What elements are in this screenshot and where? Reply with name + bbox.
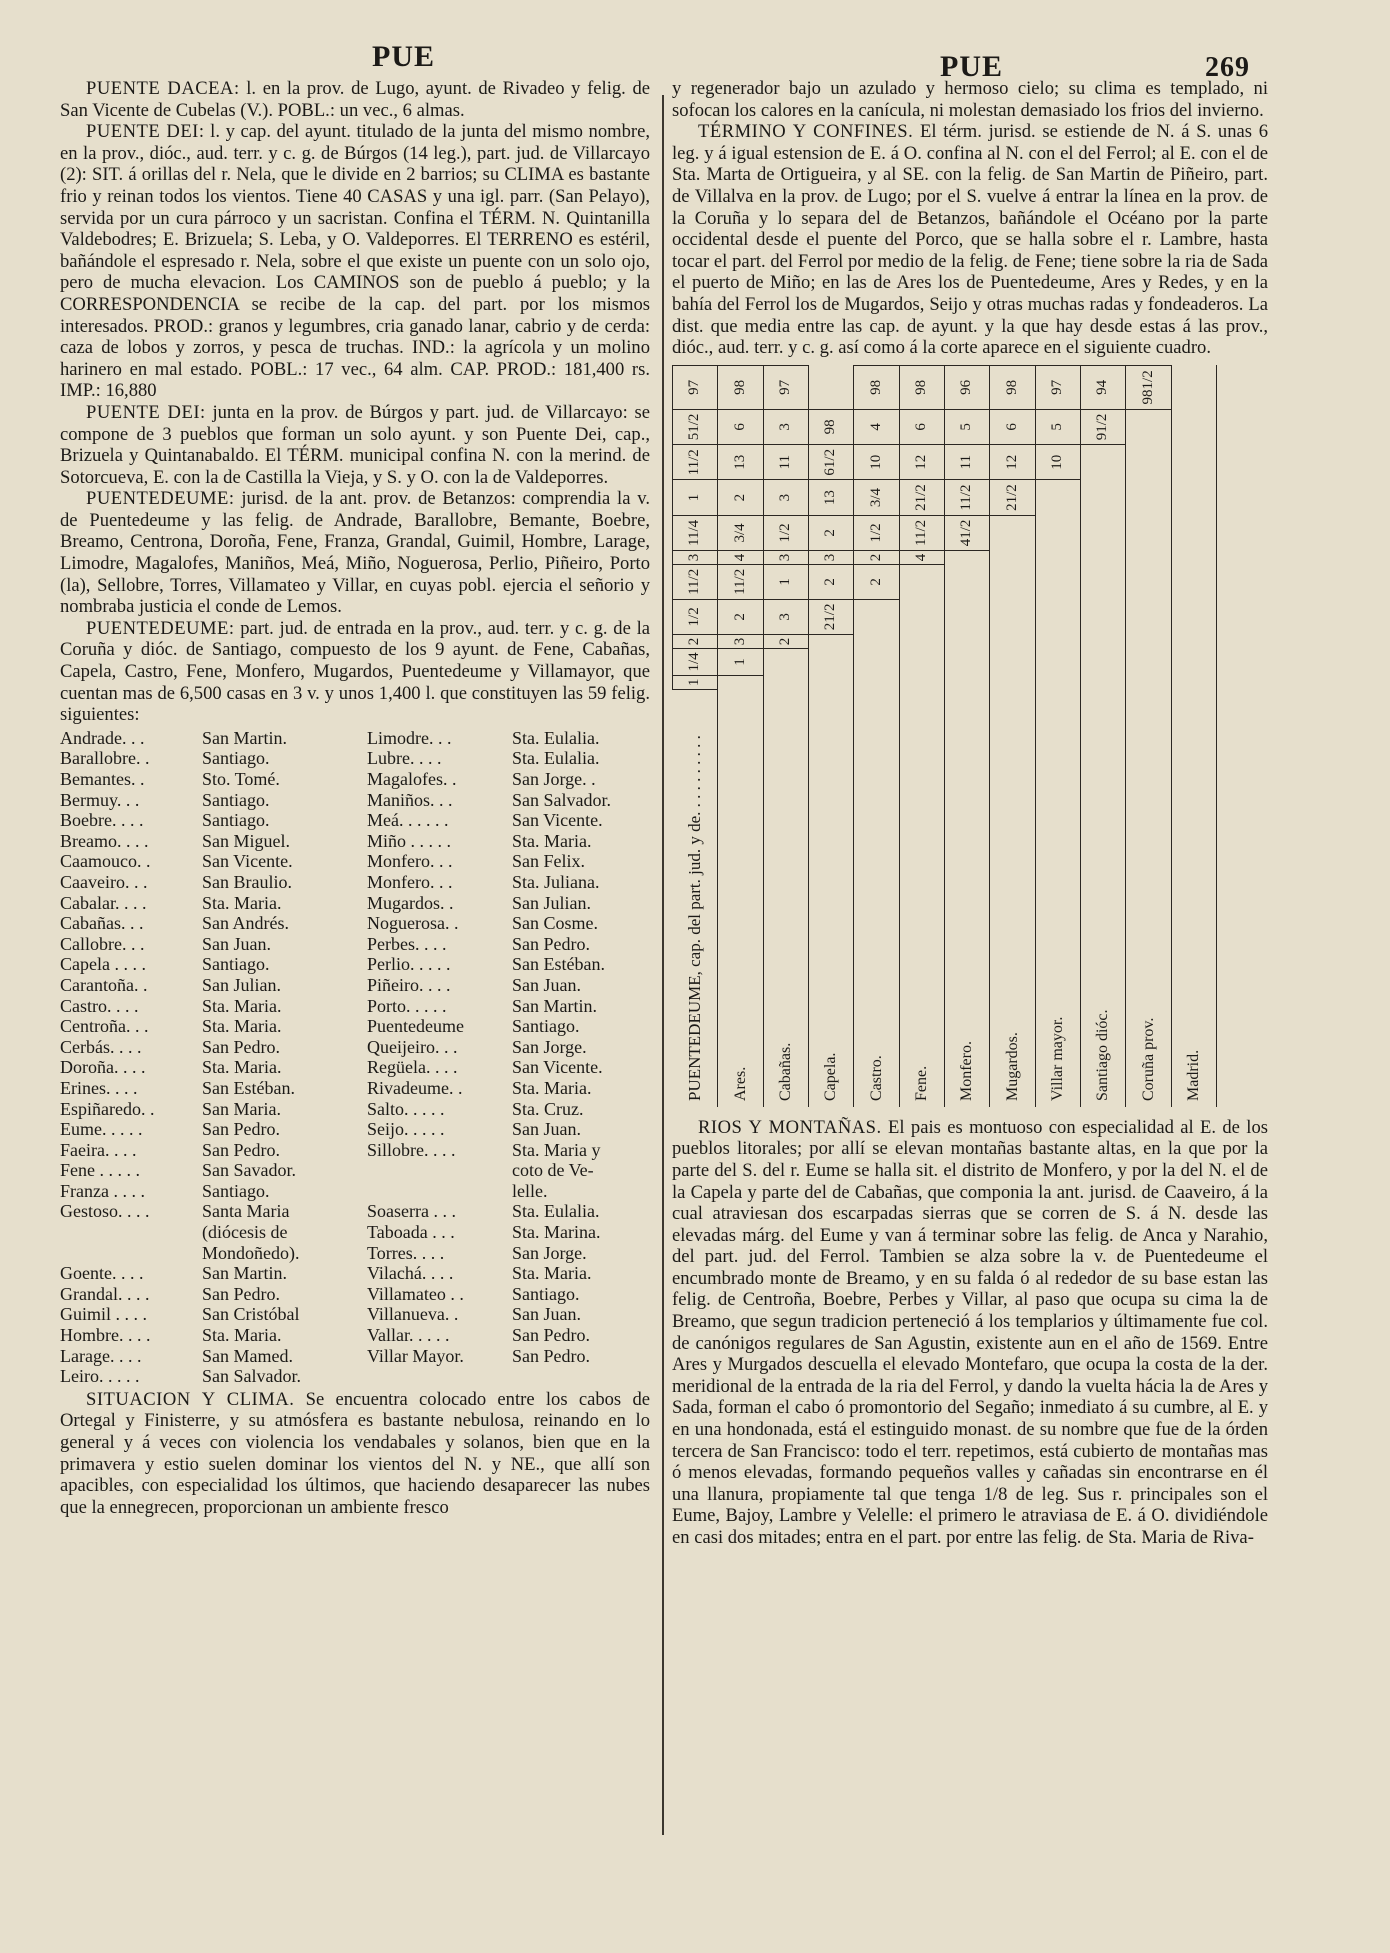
parish-name: Meá. . . . . . (367, 810, 449, 831)
distance-value: 1/2 (673, 599, 718, 634)
patron-saint: (diócesis de (202, 1222, 288, 1243)
parish-name (367, 1366, 512, 1387)
distance-table (672, 365, 1217, 1107)
distance-value: 97 (1035, 365, 1080, 409)
distance-value: 11/2 (718, 564, 763, 599)
patron-saint: San Pedro. (202, 1283, 280, 1304)
distance-value: 98 (808, 409, 853, 444)
patron-saint: San Jorge. (512, 1036, 587, 1057)
parish-name: Maniños. . . (367, 789, 453, 810)
distance-value: 1/2 (763, 515, 808, 550)
parish-name (367, 1181, 512, 1202)
entry-text: part. jud. de entrada en la prov., aud. terr. y c. g. de la Coruña y dióc. de Santiago, compuesto de los 9 ayunt. de Fene, Cabañas, Capela, Castro, Fene, Monfero, Mugardos, Puentedeume y Villamayor, que cuentan mas de 6,500 casas en 3 v. y unos 1,400 l. que constituyen las 59 felig. siguientes: (60, 617, 650, 726)
parish-name: Piñeiro. . . . (367, 974, 451, 995)
distance-value: 3 (763, 599, 808, 634)
distance-value: 6 (718, 409, 763, 444)
parish-name: Caamouco. . (60, 851, 151, 872)
patron-saint: San Martin. (202, 727, 287, 748)
distance-value: 6 (899, 409, 944, 444)
distance-value: 1/2 (854, 515, 899, 550)
patron-saint: San Jorge. (512, 1242, 587, 1263)
distance-value: 11 (763, 444, 808, 479)
patron-saint: Sta. Cruz. (512, 1098, 584, 1119)
parish-name: Boebre. . . . (60, 810, 144, 831)
felig-row (60, 1263, 650, 1284)
patron-saint: Sta. Eulalia. (512, 1201, 600, 1222)
patron-saint: San Julian. (512, 892, 591, 913)
parish-name: Villamateo . . (367, 1283, 464, 1304)
patron-saint: San Vicente. (512, 1057, 603, 1078)
parish-name (367, 1160, 512, 1181)
parish-name: Perbes. . . . (367, 933, 447, 954)
parish-name: Centroña. . . (60, 1016, 149, 1037)
patron-saint: San Julian. (202, 974, 281, 995)
felig-row (60, 1366, 650, 1387)
distance-row-label: Monfero. (944, 550, 989, 1106)
distance-value: 98 (718, 365, 763, 409)
distance-row (1035, 365, 1080, 1107)
felig-row (60, 1181, 650, 1202)
patron-saint: Sta. Maria. (202, 892, 282, 913)
distance-value: 2 (718, 480, 763, 515)
distance-table-wrapper (672, 365, 1268, 1107)
parish-name: Rivadeume. . (367, 1077, 463, 1098)
patron-saint: San Juan. (512, 1304, 581, 1325)
patron-saint: Sta. Maria. (202, 995, 282, 1016)
felig-row (60, 1304, 650, 1325)
entry-termino (672, 121, 1268, 359)
column-rule (662, 95, 664, 1835)
distance-row-label: Cabañas. (763, 648, 808, 1107)
parish-name: Bermuy. . . (60, 789, 140, 810)
patron-saint: Santiago. (202, 810, 270, 831)
distance-row-label: Castro. (854, 599, 899, 1107)
distance-value: 13 (808, 480, 853, 515)
patron-saint: San Pedro. (512, 1345, 590, 1366)
distance-value: 12 (990, 444, 1035, 479)
parish-name: Cerbás. . . . (60, 1036, 142, 1057)
distance-value: 12 (899, 444, 944, 479)
felig-row (60, 1016, 650, 1037)
parish-name: Barallobre. . (60, 748, 150, 769)
distance-value: 91/2 (1080, 409, 1125, 444)
parish-name (60, 1243, 202, 1264)
parish-name: Grandal. . . . (60, 1283, 150, 1304)
parish-name: Caaveiro. . . (60, 871, 148, 892)
distance-row-label: Capela. (808, 634, 853, 1106)
felig-row (60, 934, 650, 955)
patron-saint: Santa Maria (202, 1201, 290, 1222)
parish-name: Seijo. . . . . (367, 1119, 445, 1140)
felig-row (60, 1222, 650, 1243)
distance-value: 21/2 (808, 599, 853, 634)
entry-puentedeume-part (60, 618, 650, 726)
patron-saint: San Miguel. (202, 830, 290, 851)
patron-saint: San Pedro. (202, 1119, 280, 1140)
patron-saint: San Braulio. (202, 871, 292, 892)
distance-value: 1/4 (673, 648, 718, 675)
distance-value: 2 (854, 564, 899, 599)
parish-name: Callobre. . . (60, 933, 145, 954)
felig-row (60, 1119, 650, 1140)
parish-name: Carantoña. . (60, 974, 148, 995)
patron-saint: San Andrés. (202, 913, 289, 934)
patron-saint: Santiago. (512, 1016, 580, 1037)
entry-puente-dacea (60, 78, 650, 121)
entry-rios-montanas (672, 1117, 1268, 1549)
distance-value: 11/2 (899, 515, 944, 550)
feligresias-list (60, 728, 650, 1387)
patron-saint: San Pedro. (202, 1139, 280, 1160)
distance-row-label: Ares. (718, 675, 763, 1107)
felig-row (60, 1057, 650, 1078)
distance-value: 10 (854, 444, 899, 479)
patron-saint: San Salvador. (202, 1366, 301, 1387)
parish-name (60, 1222, 202, 1243)
distance-value: 11/2 (944, 480, 989, 515)
patron-saint: San Felix. (512, 851, 586, 872)
parish-name: Perlio. . . . . (367, 954, 451, 975)
parish-name: Franza . . . . (60, 1180, 145, 1201)
felig-row (60, 954, 650, 975)
patron-saint: Santiago. (202, 1180, 270, 1201)
entry-text: l. en la prov. de Lugo, ayunt. de Rivadeo y felig. de San Vicente de Cubelas (V.). POBL.: un vec., 6 almas. (60, 78, 650, 121)
parish-name: Eume. . . . . (60, 1119, 143, 1140)
parish-name: Miño . . . . . (367, 830, 452, 851)
parish-name: Gestoso. . . . (60, 1201, 150, 1222)
patron-saint: San Savador. (202, 1160, 296, 1181)
distance-value: 3/4 (718, 515, 763, 550)
distance-value: 98 (899, 365, 944, 409)
section-text: Se encuentra colocado entre los cabos de Ortegal y Finisterre, y su atmósfera es bastante nebulosa, reinando en lo general y á veces con violencia los vendabales y solanos, bien que en la primavera y estio suelen dominar los vientos del N. y NE., que allí son apacibles, con especialidad los últimos, que haciendo desaparecer las nubes que la ennegrecen, proporcionan un ambiente fresco (60, 1388, 650, 1518)
parish-name: Vilachá. . . . (367, 1263, 454, 1284)
distance-row-label: Madrid. (1171, 365, 1216, 1107)
felig-row (60, 1284, 650, 1305)
right-column (672, 78, 1268, 1549)
felig-row (60, 1243, 650, 1264)
distance-value: 61/2 (808, 444, 853, 479)
distance-value: 2 (718, 599, 763, 634)
patron-saint: Mondoñedo). (202, 1242, 300, 1263)
parish-name: Doroña. . . . (60, 1057, 146, 1078)
parish-name: Monfero. . . (367, 871, 453, 892)
felig-row (60, 851, 650, 872)
distance-value: 2 (808, 515, 853, 550)
felig-row (60, 913, 650, 934)
distance-row-label: Mugardos. (990, 515, 1035, 1107)
entry-puente-dei-1 (60, 121, 650, 402)
patron-saint: San Mamed. (202, 1345, 293, 1366)
distance-value: 1 (763, 564, 808, 599)
felig-row (60, 975, 650, 996)
entry-head: PUENTEDEUME: (86, 617, 235, 639)
distance-row-label: Coruña prov. (1126, 409, 1171, 1107)
entry-text: l. y cap. del ayunt. titulado de la junta del mismo nombre, en la prov., dióc., aud. terr. y c. g. de Búrgos (14 leg.), part. jud. de Villarcayo (2): SIT. á orillas del r. Nela, que le divide en 2 barrios; su CLIMA es bastante frio y reinan todos los vientos. Tiene 40 CASAS y una igl. parr. (San Pelayo), servida por un cura párroco y un sacristan. Confina el TÉRM. N. Quintanilla Valdebodres; E. Brizuela; S. Leba, y O. Valdeporres. El TERRENO es estéril, bañándole el espresado r. Nela, sobre el que existe un puente con un solo ojo, pero de mucha elevacion. Los CAMINOS son de pueblo á pueblo; y la CORRESPONDENCIA se recibe de la cap. del part. por los mismos interesados. PROD.: granos y legumbres, cria ganado lanar, cabrio y de cerda: caza de lobos y zorros, y pesca de truchas. IND.: la agrícola y un molino harinero en mal estado. POBL.: 17 vec., 64 alm. CAP. PROD.: 181,400 rs. IMP.: 16,880 (60, 121, 651, 402)
section-head: TÉRMINO Y CONFINES. (698, 121, 914, 143)
patron-saint: Sta. Maria. (202, 1325, 282, 1346)
distance-value: 3/4 (854, 480, 899, 515)
distance-value: 13 (718, 444, 763, 479)
distance-value: 4 (899, 550, 944, 564)
patron-saint: lelle. (512, 1180, 548, 1201)
felig-row (60, 893, 650, 914)
distance-value: 2 (763, 634, 808, 648)
entry-head: PUENTE DEI: (86, 401, 206, 423)
distance-value: 1 (673, 675, 718, 689)
distance-value: 97 (763, 365, 808, 409)
entry-puentedeume-jurisd (60, 488, 650, 618)
parish-name: Andrade. . . (60, 727, 145, 748)
felig-row (60, 1346, 650, 1367)
distance-value: 3 (763, 409, 808, 444)
distance-value: 2 (854, 550, 899, 564)
distance-value: 11 (944, 444, 989, 479)
section-text: El térm. jurisd. se estiende de N. á S. unas 6 leg. y á igual estension de E. á O. confina al N. con el del Ferrol; al E. con el de Sta. Marta de Ortigueira, y al SE. con la felig. de San Martin de Piñeiro, part. de Villalva en la prov. de Lugo; por el S. vuelve á entrar la línea en la prov. de la Coruña y lo separa del de Betanzos, bañándole el Océano por la parte occidental desde el puente del Porco, que se halla sobre el r. Lambre, hasta tocar el part. del Ferrol por medio de la felig. de Fene; tiene sobre la ria de Sada el puerto de Miño; en las de Ares los de Puentedeume, Ares y Redes, y en la bahía del Ferrol los de Mugardos, Seijo y otras muchas radas y fondeaderos. La dist. que media entre las cap. de ayunt. y la que hay desde estas á las prov., dióc., aud. terr. y c. g. así como á la corte aparece en el siguiente cuadro. (672, 121, 1269, 359)
patron-saint: Sto. Tomé. (202, 769, 280, 789)
parish-name: Villar Mayor. (367, 1345, 464, 1366)
patron-saint: Sta. Eulalia. (512, 727, 600, 748)
distance-row (1126, 365, 1171, 1107)
continued-text: y regenerador bajo un azulado y hermoso cielo; su clima es templado, ni sofocan los calores en la canícula, ni molestan demasiado los frios del invierno. (672, 78, 1268, 121)
felig-row (60, 1037, 650, 1058)
patron-saint: Sta. Maria. (202, 1016, 282, 1037)
section-head: RIOS Y MONTAÑAS. (698, 1116, 882, 1138)
felig-row (60, 748, 650, 769)
felig-row (60, 1325, 650, 1346)
entry-text: junta en la prov. de Búrgos y part. jud. de Villarcayo: se compone de 3 pueblos que forman un solo ayunt. y son Puente Dei, cap., Brizuela y Quintanabaldo. El TÉRM. municipal confina N. con la merind. de Sotorcueva, E. con la de Castilla la Vieja, y S. y O. con la de Valdeporres. (60, 401, 650, 488)
distance-value: 1 (718, 648, 763, 675)
patron-saint: San Juan. (202, 933, 271, 954)
parish-name: Salto. . . . . (367, 1098, 445, 1119)
parish-name: Vallar. . . . . (367, 1325, 450, 1346)
patron-saint: San Vicente. (512, 810, 603, 831)
distance-row (854, 365, 899, 1107)
patron-saint: San Pedro. (512, 1325, 590, 1346)
parish-name: Cabalar. . . . (60, 892, 147, 913)
patron-saint: Sta. Maria. (202, 1057, 282, 1078)
distance-value: 3 (718, 634, 763, 648)
felig-row (60, 1140, 650, 1161)
felig-row (60, 996, 650, 1017)
parish-name: Queijeiro. . . (367, 1036, 458, 1057)
entry-text: jurisd. de la ant. prov. de Betanzos: comprendia la v. de Puentedeume y las felig. de Andrade, Barallobre, Bemante, Boebre, Breamo, Centrona, Doroña, Fene, Franza, Grandal, Guimil, Hombre, Larage, Limodre, Magalofes, Maniños, Meá, Miño, Noguerosa, Perlio, Piñeiro, Porto (la), Sellobre, Torres, Villamateo y Villar, en cuyas pobl. ejercia el señorio y nombraba justicia el conde de Lemos. (60, 488, 650, 618)
patron-saint: San Pedro. (512, 933, 590, 954)
patron-saint: San Juan. (512, 1119, 581, 1140)
parish-name: Hombre. . . . (60, 1325, 151, 1346)
parish-name: Bemantes. . (60, 769, 145, 789)
entry-head: PUENTE DEI: (86, 121, 205, 143)
felig-row (60, 810, 650, 831)
distance-value: 3 (808, 550, 853, 564)
distance-value: 1 (673, 480, 718, 515)
distance-value: 98 (990, 365, 1035, 409)
distance-value: 5 (1035, 409, 1080, 444)
patron-saint: San Pedro. (202, 1036, 280, 1057)
distance-value: 21/2 (899, 480, 944, 515)
patron-saint: Santiago. (202, 748, 270, 769)
parish-name: Capela . . . . (60, 954, 146, 975)
distance-row (718, 365, 763, 1107)
distance-value: 10 (1035, 444, 1080, 479)
parish-name: Fene . . . . . (60, 1160, 140, 1181)
distance-row (899, 365, 944, 1107)
distance-value: 4 (718, 550, 763, 564)
parish-name: Leiro. . . . . (60, 1366, 140, 1387)
patron-saint: Sta. Eulalia. (512, 748, 600, 769)
distance-value: 6 (990, 409, 1035, 444)
patron-saint: San Vicente. (202, 851, 293, 872)
patron-saint: coto de Ve- (512, 1160, 594, 1181)
parish-name: Porto. . . . . (367, 995, 447, 1016)
section-text: El pais es montuoso con especialidad al E. de los pueblos litorales; por allí se elevan montañas bastante altas, en la que por la parte del S. del r. Eume se halla sit. el distrito de Monfero, y por la del N. el de la Capela y parte del de Cabañas, que componia la ant. jurisd. de Caaveiro, á la cual atraviesan dos escarpadas sierras que se corren de S. á N. desde las elevadas márg. del Eume y van á terminar sobre las felig. de Anca y Narahio, del part. jud. del Ferrol. Tambien se alza sobre la v. de Puentedeume el encumbrado monte de Breamo, y en su falda ó al rededor de su base estan las felig. de Centroña, Boebre, Perbes y Villar, al paso que ocupa su cima la de Breamo, que segun tradicion perteneció á los templarios y últimamente fue col. de canónigos regulares de San Agustin, existente aun en el año de 1569. Entre Ares y Murgados descuella el elevado Montefaro, que ocupa la costa de la der. meridional de la entrada de la ria del Ferrol, y dando la vuelta hácia la de Ares y Sada, forman el cabo ó promontorio del Segaño; inmediato á su cumbre, al E. y en una hondonada, está el estinguido monast. de su nombre que fue de la órden tercera de San Francisco: todo el terr. repetimos, está cubierto de montañas mas ó menos elevadas, formando pequeños valles y cañadas sin encontrarse en él una llanura, propiamente tal que tenga 1/8 de leg. Sus r. principales son el Eume, Bajoy, Lambre y Velelle: el primero le atraviasa de E. á O. dividiéndole en casi dos mitades; entra en el part. por entre las felig. de Sta. Maria de Riva- (672, 1116, 1268, 1548)
felig-row (60, 728, 650, 749)
parish-name: Guimil . . . . (60, 1304, 148, 1325)
distance-row-label: Villar mayor. (1035, 480, 1080, 1107)
parish-name: Magalofes. . (367, 769, 457, 789)
felig-row (60, 790, 650, 811)
distance-value: 41/2 (944, 515, 989, 550)
distance-row-label: Santiago dióc. (1080, 444, 1125, 1106)
distance-value: 981/2 (1126, 365, 1171, 409)
distance-value: 2 (673, 634, 718, 648)
patron-saint: Sta. Marina. (512, 1222, 601, 1243)
parish-name: Regüela. . . . (367, 1057, 458, 1078)
distance-row (1080, 365, 1125, 1107)
distance-row (763, 365, 808, 1107)
patron-saint: Sta. Maria y (512, 1139, 601, 1160)
distance-value: 51/2 (673, 409, 718, 444)
parish-name: Lubre. . . . (367, 748, 442, 769)
distance-value: 5 (944, 409, 989, 444)
distance-table-rotated (672, 365, 1217, 1107)
distance-value: 96 (944, 365, 989, 409)
patron-saint: San Martin. (512, 995, 597, 1016)
patron-saint: Sta. Maria. (512, 1077, 592, 1098)
felig-row (60, 1078, 650, 1099)
parish-name: Mugardos. . (367, 892, 454, 913)
parish-name: Espiñaredo. . (60, 1098, 155, 1119)
patron-saint: Sta. Maria. (512, 1263, 592, 1284)
distance-value: 4 (854, 409, 899, 444)
distance-row (990, 365, 1035, 1107)
parish-name: Goente. . . . (60, 1263, 144, 1284)
parish-name: Castro. . . . (60, 995, 139, 1016)
parish-name: Noguerosa. . (367, 913, 459, 934)
patron-saint: San Salvador. (512, 789, 611, 810)
parish-name: Breamo. . . . (60, 830, 149, 851)
parish-name: Torres. . . . (367, 1242, 445, 1263)
parish-name: Sillobre. . . . (367, 1139, 456, 1160)
distance-row-label: PUENTEDEUME, cap. del part. jud. y de. . . . . . . . . . (673, 689, 718, 1107)
patron-saint: San Jorge. . (512, 769, 596, 789)
felig-row (60, 831, 650, 852)
felig-row (60, 1099, 650, 1120)
distance-value: 11/2 (673, 444, 718, 479)
felig-row (60, 769, 650, 790)
parish-name: Larage. . . . (60, 1345, 142, 1366)
distance-row (944, 365, 989, 1107)
distance-value: 21/2 (990, 480, 1035, 515)
distance-value: 3 (673, 550, 718, 564)
parish-name: Taboada . . . (367, 1222, 455, 1243)
patron-saint: Santiago. (512, 1283, 580, 1304)
patron-saint: San Cosme. (512, 913, 599, 934)
distance-row (1171, 365, 1216, 1107)
parish-name: Puentedeume (367, 1016, 464, 1037)
parish-name: Soaserra . . . (367, 1201, 456, 1222)
patron-saint: Santiago. (202, 954, 270, 975)
parish-name: Limodre. . . (367, 727, 452, 748)
distance-value: 2 (808, 564, 853, 599)
entry-puente-dei-2 (60, 402, 650, 488)
distance-row (673, 365, 718, 1107)
patron-saint: Sta. Maria. (512, 830, 592, 851)
felig-row (60, 872, 650, 893)
distance-value: 98 (854, 365, 899, 409)
felig-row (60, 1201, 650, 1222)
right-running-head: PUE (940, 50, 1003, 83)
patron-saint: San Martin. (202, 1263, 287, 1284)
patron-saint: Santiago. (202, 789, 270, 810)
felig-row (60, 1160, 650, 1181)
distance-row-label: Fene. (899, 564, 944, 1107)
parish-name: Monfero. . . (367, 851, 453, 872)
patron-saint: San Juan. (512, 974, 581, 995)
distance-value: 11/4 (673, 515, 718, 550)
entry-head: PUENTE DACEA: (86, 78, 240, 99)
parish-name: Cabañas. . . (60, 913, 144, 934)
distance-value: 11/2 (673, 564, 718, 599)
patron-saint: San Estéban. (512, 954, 605, 975)
patron-saint: San Maria. (202, 1098, 281, 1119)
distance-value: 97 (673, 365, 718, 409)
entry-head: PUENTEDEUME: (86, 488, 235, 510)
distance-value: 94 (1080, 365, 1125, 409)
patron-saint (512, 1366, 650, 1387)
section-head: SITUACION Y CLIMA. (86, 1388, 295, 1410)
patron-saint: Sta. Juliana. (512, 871, 600, 892)
entry-situacion-clima (60, 1389, 650, 1519)
left-column (60, 78, 650, 1518)
distance-row (808, 365, 853, 1107)
parish-name: Faeira. . . . (60, 1139, 137, 1160)
distance-value: 3 (763, 550, 808, 564)
distance-value: 3 (763, 480, 808, 515)
patron-saint: San Estéban. (202, 1077, 295, 1098)
patron-saint: San Cristóbal (202, 1304, 300, 1325)
parish-name: Erines. . . . (60, 1077, 138, 1098)
left-running-head: PUE (372, 40, 435, 73)
page-number: 269 (1205, 52, 1250, 83)
parish-name: Villanueva. . (367, 1304, 459, 1325)
